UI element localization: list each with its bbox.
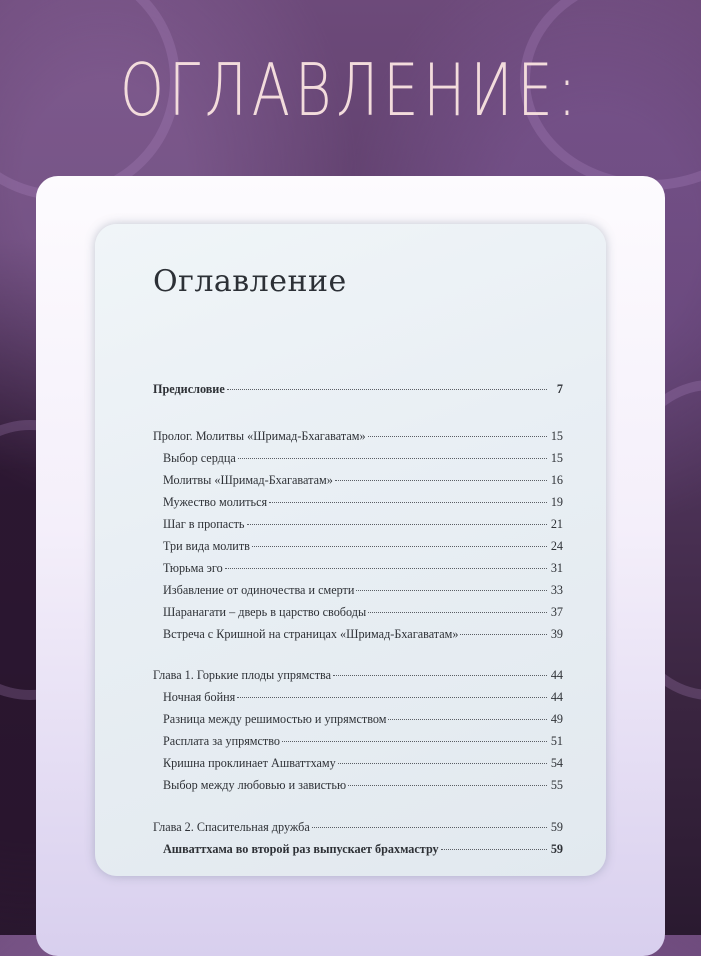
- toc-entry: Расплата за упрямство 51: [163, 734, 563, 748]
- toc-entry: Разница между решимостью и упрямством 49: [163, 712, 563, 726]
- toc-entry: Кришна проклинает Ашваттхаму 54: [163, 756, 563, 770]
- toc-entry: Тюрьма эго 31: [163, 561, 563, 575]
- toc-entry: Избавление от одиночества и смерти 33: [163, 583, 563, 597]
- toc-entry: Ночная бойня 44: [163, 690, 563, 704]
- toc-entry: Предисловие 7: [153, 382, 563, 396]
- toc-entry: Пролог. Молитвы «Шримад-Бхагаватам» 15: [153, 429, 563, 443]
- toc-entry: Мужество молиться 19: [163, 495, 563, 509]
- toc-entry: Глава 2. Спасительная дружба 59: [153, 820, 563, 834]
- toc-entry: Три вида молитв 24: [163, 539, 563, 553]
- toc-entry: Ашваттхама во второй раз выпускает брахмастру 59: [163, 842, 563, 856]
- toc-entry: Глава 1. Горькие плоды упрямства 44: [153, 668, 563, 682]
- banner-title: ОГЛАВЛЕНИЕ:: [119, 48, 582, 132]
- toc-entry: Шаранагати – дверь в царство свободы 37: [163, 605, 563, 619]
- book-page: [95, 224, 606, 876]
- toc-entry: Выбор сердца 15: [163, 451, 563, 465]
- toc-entry: Шаг в пропасть 21: [163, 517, 563, 531]
- table-of-contents: [153, 224, 563, 876]
- toc-entry: Молитвы «Шримад-Бхагаватам» 16: [163, 473, 563, 487]
- toc-entry: Выбор между любовью и завистью 55: [163, 778, 563, 792]
- page-heading: Оглавление: [153, 264, 347, 299]
- toc-entry: Встреча с Кришной на страницах «Шримад-Бхагаватам» 39: [163, 627, 563, 641]
